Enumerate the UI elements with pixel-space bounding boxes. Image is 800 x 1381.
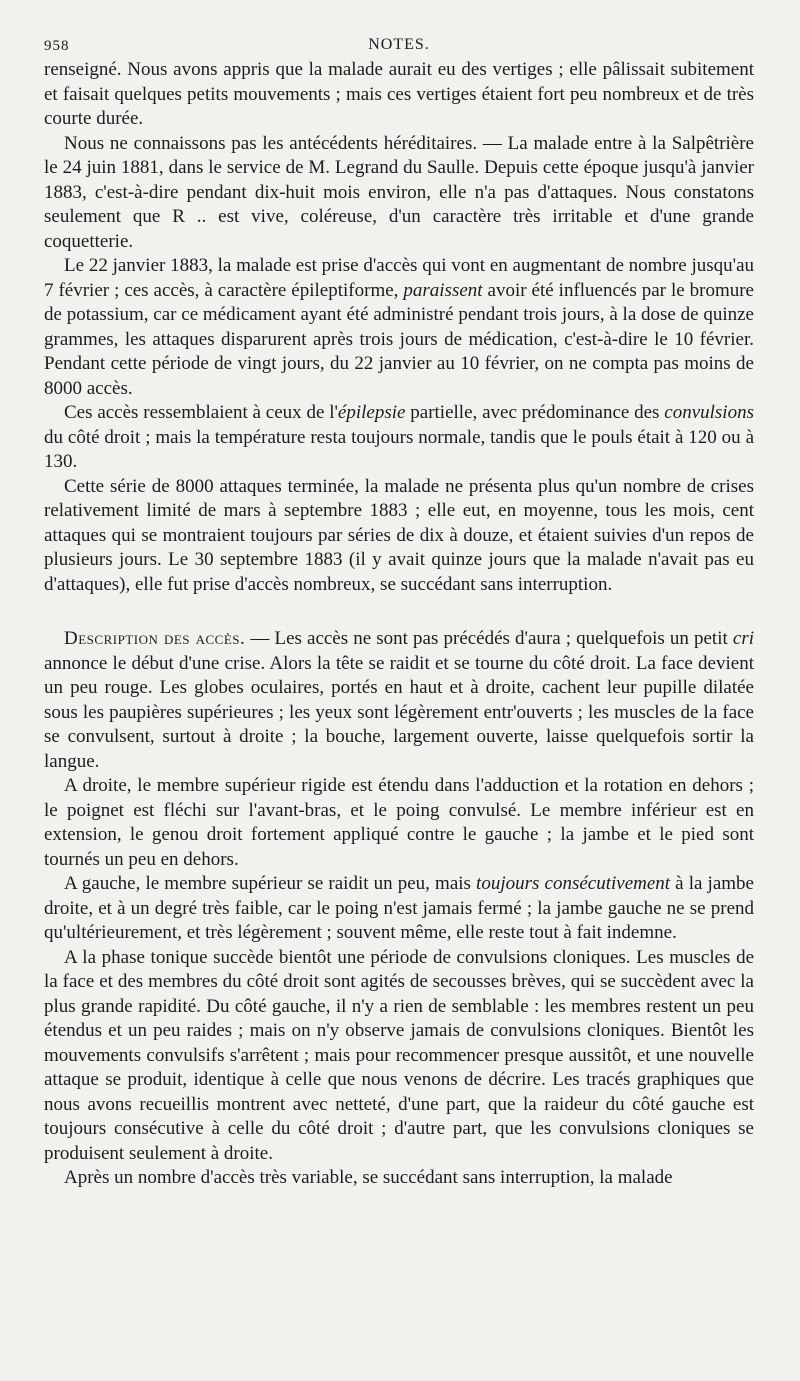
running-head: NOTES. [368,36,430,53]
paragraph-description [44,627,754,774]
paragraph-continuation: renseigné. Nous avons appris que la malade aurait eu des vertiges ; elle pâlissait subitement et faisait quelques petits mouvements ; mais ces vertiges étaient fort peu nombreux et de très courte durée. [44,59,754,129]
paragraph-antecedents: Nous ne connaissons pas les antécédents héréditaires. — La malade entre à la Salpêtrière le 24 juin 1881, dans le service de M. Legrand du Saulle. Depuis cette époque jusqu'à janvier 1883, c'est-à-dire pendant dix-huit mois environ, elle n'a pas d'attaques. Nous constatons seulement que R .. est vive, coléreuse, d'un caractère très irritable et d'une grande coquetterie. [44,132,754,252]
emphasis: convulsions [664,402,754,423]
emphasis: épilepsie [337,402,406,423]
emphasis: paraissent [403,279,483,301]
body-text [44,58,754,1191]
page-number: 958 [44,38,70,54]
section-gap [44,597,754,627]
text-run: à la jambe droite, et à un degré très faible, car le poing n'est jamais fermé ; la jambe gauche ne se prend qu'ultérieurement, et très légèrement ; souvent même, elle reste tout à fait indemne. [44,873,754,943]
paragraph-attack-series: Cette série de 8000 attaques terminée, la malade ne présenta plus qu'un nombre de crises relativement limité de mars à septembre 1883 ; elle eut, en moyenne, tous les mois, cent attaques qui se montraient toujours par séries de dix à douze, et étaient suivies d'un repos de plusieurs jours. Le 30 septembre 1883 (il y avait quinze jours que la malade n'avait pas eu d'attaques), elle fut prise d'accès nombreux, se succédant sans interruption. [44,475,754,595]
paragraph-epilepsy [44,401,754,475]
page-header [44,30,754,58]
text-run: Le 22 janvier 1883, la malade est prise d'accès qui vont en augmentant de nombre jusqu'au 7 février ; ces accès, à caractère épileptiforme, [44,255,754,301]
emphasis: toujours consécutivement [476,873,671,894]
paragraph-left-side [44,872,754,946]
text-run: — Les accès ne sont pas précédés d'aura ; quelquefois un petit [245,628,733,649]
text-run: avoir été influencés par le bromure de potassium, car ce médicament ayant été administré pendant trois jours, à la dose de quinze grammes, les attaques disparurent après trois jours de médication, c'est-à-dire le 10 février. Pendant cette période de vingt jours, du 22 janvier au 10 février, on ne compta pas moins de 8000 accès. [44,279,754,399]
section-heading: Description des accès. [64,628,246,649]
text-run: du côté droit ; mais la température resta toujours normale, tandis que le pouls était à 120 ou à 130. [44,426,754,472]
text-run: annonce le début d'une crise. Alors la tête se raidit et se tourne du côté droit. La face devient un peu rouge. Les globes oculaires, portés en haut et à droite, cachent leur pupille dilatée sous les paupières supérieures ; les yeux sont légèrement entr'ouverts ; les muscles de la face se convulsent, surtout à droite ; la bouche, largement ouverte, laisse quelquefois sortir la langue. [44,652,754,772]
text-run: A gauche, le membre supérieur se raidit un peu, mais [64,873,477,894]
paragraph-final: Après un nombre d'accès très variable, se succédant sans interruption, la malade [64,1167,673,1188]
text-run: Ces accès ressemblaient à ceux de l' [64,402,338,423]
paragraph-tonic-phase: A la phase tonique succède bientôt une période de convulsions cloniques. Les muscles de la face et des membres du côté droit sont agités de secousses brèves, qui se succèdent avec la plus grande rapidité. Du côté gauche, il n'y a rien de semblable : les membres restent un peu étendus et un peu raides ; mais on n'y observe jamais de convulsions cloniques. Bientôt les mouvements convulsifs s'arrêtent ; mais pour recommencer presque aussitôt, et une nouvelle attaque se produit, identique à celle que nous venons de décrire. Les tracés graphiques que nous avons recueillis montrent avec netteté, d'une part, que la raideur du côté gauche est toujours consécutive à celle du côté droit ; d'autre part, que les convulsions cloniques se produisent seulement à droite. [44,946,754,1164]
text-run: partielle, avec prédominance des [405,402,665,423]
paragraph-january-attacks [44,254,754,401]
paragraph-right-side: A droite, le membre supérieur rigide est étendu dans l'adduction et la rotation en dehors ; le poignet est fléchi sur l'avant-bras, et le poing convulsé. Le membre inférieur est en extension, le genou droit fortement appliqué contre le gauche ; la jambe et le pied sont tournés un peu en dehors. [44,775,754,870]
emphasis: cri [732,628,754,649]
